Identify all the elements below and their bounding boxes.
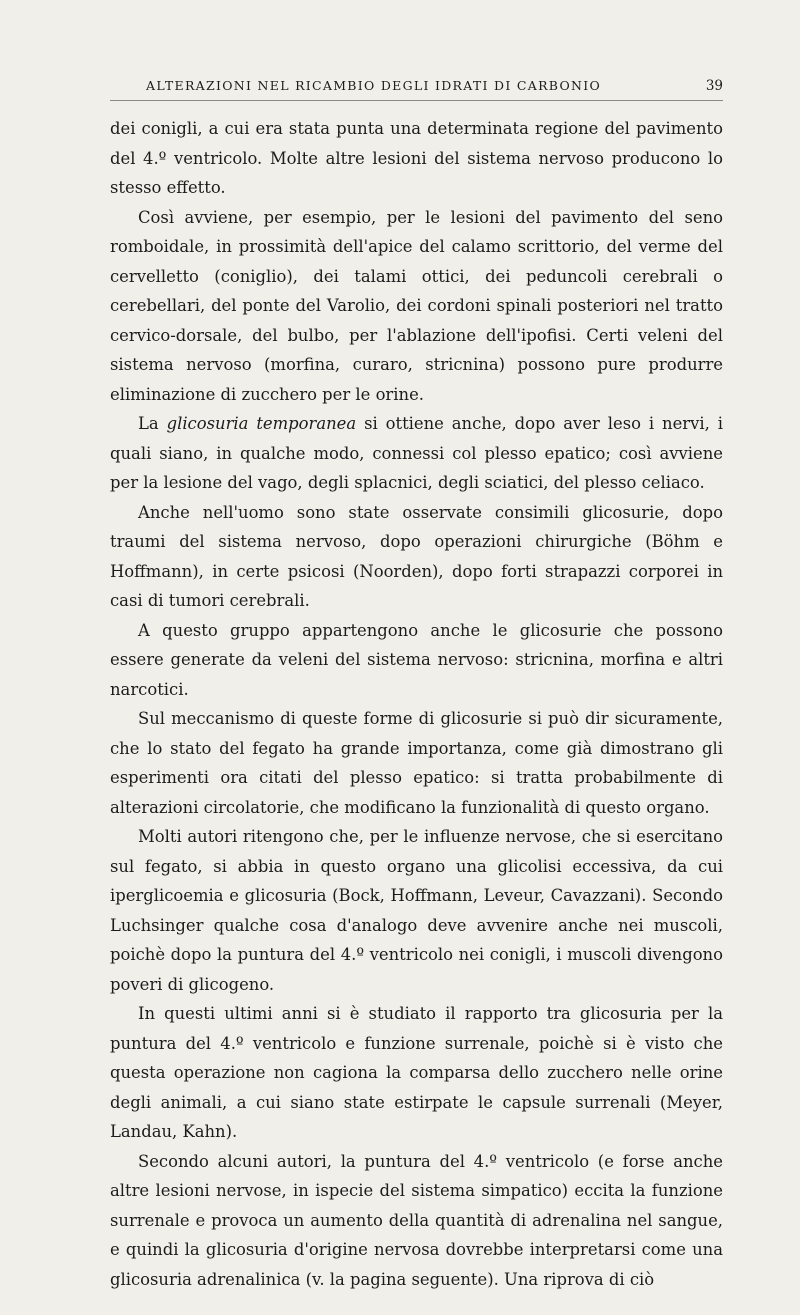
- paragraph-3-suffix: si ottiene anche, dopo aver leso i nervi, i quali siano, in qualche modo, connessi col plesso epatico; così avviene per la lesione del vago, degli splacnici, degli sciatici, del plesso celiaco.: [110, 414, 723, 492]
- paragraph-4: Anche nell'uomo sono state osservate consimili glicosurie, dopo traumi del sistema nervoso, dopo operazioni chirurgiche (Böhm e Hoffmann), in certe psicosi (Noorden), dopo forti strapazzi corporei in casi di tumori cerebrali.: [110, 502, 723, 610]
- paragraph-2: Così avviene, per esempio, per le lesioni del pavimento del seno romboidale, in prossimità dell'apice del calamo scrittorio, del verme del cervelletto (coniglio), dei talami ottici, dei peduncoli cerebrali o cerebellari, del ponte del Varolio, dei cordoni spinali posteriori nel tratto cervico-dorsale, del bulbo, per l'ablazione dell'ipofisi. Certi veleni del sistema nervoso (morfina, curaro, stricnina) possono pure produrre eliminazione di zucchero per le orine.: [110, 207, 723, 404]
- body-text: [110, 114, 723, 1294]
- running-title: ALTERAZIONI NEL RICAMBIO DEGLI IDRATI DI CARBONIO: [146, 78, 602, 93]
- paragraph-3-prefix: La: [138, 414, 167, 433]
- paragraph-9: Secondo alcuni autori, la puntura del 4.º ventricolo (e forse anche altre lesioni nervose, in ispecie del sistema simpatico) eccita la funzione surrenale e provoca un aumento della quantità di adrenalina nel sangue, e quindi la glicosuria d'origine nervosa dovrebbe interpretarsi come una glicosuria adrenalinica (v. la pagina seguente). Una riprova di ciò: [110, 1151, 723, 1289]
- paragraph-3: [110, 409, 723, 498]
- paragraph-7: Molti autori ritengono che, per le influenze nervose, che si esercitano sul fegato, si abbia in questo organo una glicolisi eccessiva, da cui iperglicoemia e glicosuria (Bock, Hoffmann, Leveur, Cavazzani). Secondo Luchsinger qualche cosa d'analogo deve avvenire anche nei muscoli, poichè dopo la puntura del 4.º ventricolo nei conigli, i muscoli divengono poveri di glicogeno.: [110, 827, 723, 994]
- page-number: 39: [705, 78, 723, 94]
- paragraph-1: dei conigli, a cui era stata punta una determinata regione del pavimento del 4.º ventricolo. Molte altre lesioni del sistema nervoso producono lo stesso effetto.: [110, 119, 723, 197]
- paragraph-6: Sul meccanismo di queste forme di glicosurie si può dir sicuramente, che lo stato del fegato ha grande importanza, come già dimostrano gli esperimenti ora citati del plesso epatico: si tratta probabilmente di alterazioni circolatorie, che modificano la funzionalità di questo organo.: [110, 709, 723, 817]
- header-rule: [110, 100, 723, 101]
- emphasis-glicosuria-temporanea: glicosuria temporanea: [166, 414, 357, 433]
- paragraph-8: In questi ultimi anni si è studiato il rapporto tra glicosuria per la puntura del 4.º ventricolo e funzione surrenale, poichè si è visto che questa operazione non cagiona la comparsa dello zucchero nelle orine degli animali, a cui siano state estirpate le capsule surrenali (Meyer, Landau, Kahn).: [110, 1004, 723, 1141]
- running-header: [110, 78, 723, 102]
- paragraph-5: A questo gruppo appartengono anche le glicosurie che possono essere generate da veleni del sistema nervoso: stricnina, morfina e altri narcotici.: [110, 620, 723, 699]
